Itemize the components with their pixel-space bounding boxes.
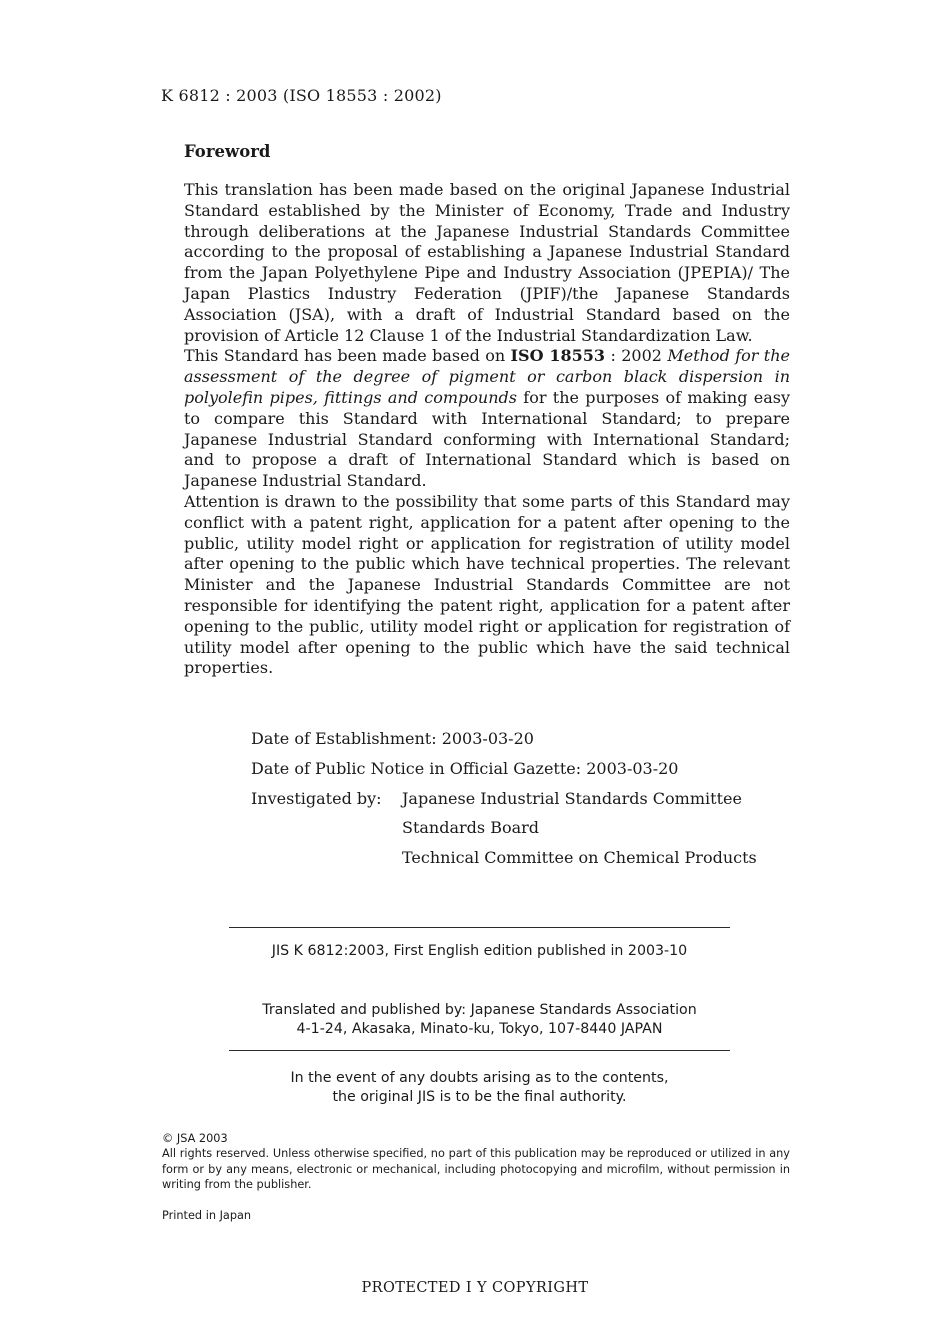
investigated-label: Investigated by: bbox=[251, 789, 382, 808]
authority-line-2: the original JIS is to be the final authority. bbox=[332, 1089, 627, 1105]
iso-title: Method for the assessment of the degree of pigment or carbon black dispersion in polyolefin pipes, fittings and compounds bbox=[184, 346, 790, 407]
foreword-paragraph-1: This translation has been made based on the original Japanese Industrial Standard established by the Minister of Economy, Trade and Industry through deliberations at the Japanese Industrial Standards Committee according to the proposal of establishing a Japanese Industrial Standard from the Japan Polyethylene Pipe and Industry Association (JPEPIA)/ The Japan Plastics Industry Federation (JPIF)/the Japanese Standards Association (JSA), with a draft of Industrial Standard based on the provision of Article 12 Clause 1 of the Industrial Standardization Law. bbox=[184, 180, 790, 345]
top-divider bbox=[229, 927, 730, 928]
investigator-board: Standards Board bbox=[402, 818, 540, 837]
edition-line: JIS K 6812:2003, First English edition published in 2003-10 bbox=[271, 943, 688, 959]
iso-year: : 2002 bbox=[605, 346, 668, 366]
bottom-divider bbox=[229, 1050, 730, 1051]
address-line: 4-1-24, Akasaka, Minato-ku, Tokyo, 107-8440 JAPAN bbox=[296, 1021, 663, 1037]
establishment-date: Date of Establishment: 2003-03-20 bbox=[251, 729, 534, 748]
foreword-paragraph-2 bbox=[184, 346, 790, 492]
public-notice-date: Date of Public Notice in Official Gazette: 2003-03-20 bbox=[251, 759, 679, 778]
investigator-committee: Japanese Industrial Standards Committee bbox=[402, 789, 742, 808]
authority-line-1: In the event of any doubts arising as to the contents, bbox=[290, 1070, 669, 1086]
publisher-line: Translated and published by: Japanese Standards Association bbox=[262, 1002, 697, 1018]
foreword-paragraph-3: Attention is drawn to the possibility that some parts of this Standard may conflict with a patent right, application for a patent after opening to the public, utility model right or application for registration of utility model after opening to the public which have technical properties. The relevant Minister and the Japanese Industrial Standards Committee are not responsible for identifying the patent right, application for a patent after opening to the public, utility model right or application for registration of utility model after opening to the public which have the said technical properties. bbox=[184, 491, 790, 678]
copyright-notice: © JSA 2003 bbox=[162, 1132, 228, 1145]
rights-reserved: All rights reserved. Unless otherwise specified, no part of this publication may be reproduced or utilized in any form or by any means, electronic or mechanical, including photocopying and microfilm, without permission in writing from the publisher. bbox=[162, 1147, 790, 1192]
paragraph-2-rest: for the purposes of making easy to compare this Standard with International Standard; to prepare Japanese Industrial Standard conforming with International Standard; and to propose a draft of International Standard which is based on Japanese Industrial Standard. bbox=[184, 387, 791, 491]
foreword-body bbox=[184, 180, 790, 679]
protected-footer: PROTECTED I Y COPYRIGHT bbox=[361, 1280, 589, 1296]
iso-number: ISO 18553 bbox=[510, 346, 606, 366]
document-header: K 6812 : 2003 (ISO 18553 : 2002) bbox=[161, 86, 442, 105]
investigator-technical-committee: Technical Committee on Chemical Products bbox=[402, 848, 757, 867]
printed-in: Printed in Japan bbox=[162, 1209, 252, 1222]
foreword-title: Foreword bbox=[184, 142, 271, 161]
paragraph-2-lead: This Standard has been made based on bbox=[184, 346, 511, 366]
